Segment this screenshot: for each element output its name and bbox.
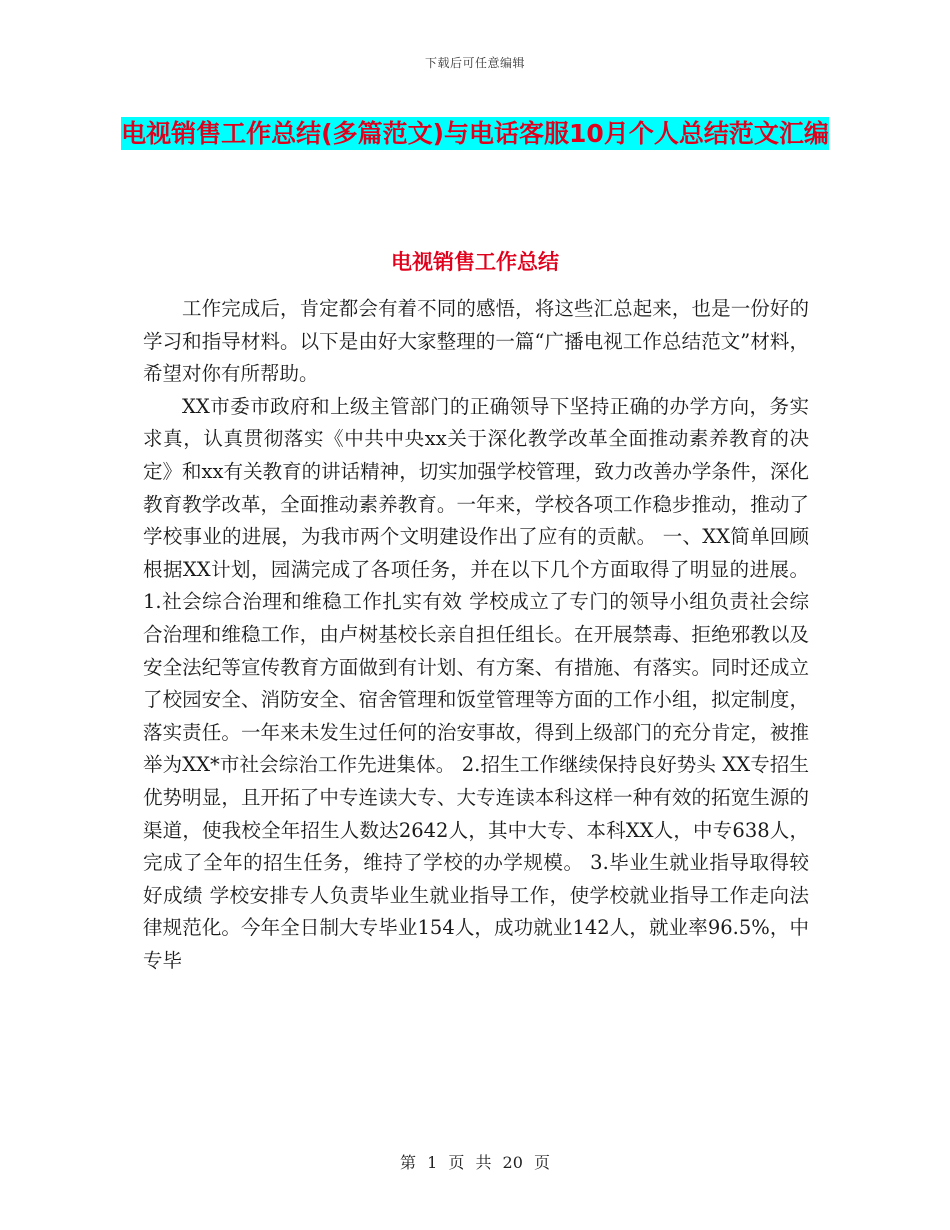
paragraph-intro: 工作完成后，肯定都会有着不同的感悟，将这些汇总起来，也是一份好的学习和指导材料。以下是由好大家整理的一篇“广播电视工作总结范文”材料，希望对你有所帮助。 [143, 297, 809, 386]
paragraph-main: XX市委市政府和上级主管部门的正确领导下坚持正确的办学方向，务实求真，认真贯彻落实《中共中央xx关于深化教学改革全面推动素养教育的决定》和xx有关教育的讲话精神，切实加强学校管理，致力改善办学条件，深化教育教学改革，全面推动素养教育。一年来，学校各项工作稳步推动，推动了学校事业的进展，为我市两个文明建设作出了应有的贡献。 一、XX简单回顾 根据XX计划，园满完成了各项任务，并在以下几个方面取得了明显的进展。 1.社会综合治理和维稳工作扎实有效 学校成立了专门的领导小组负责社会综合治理和维稳工作，由卢树基校长亲自担任组长。在开展禁毒、拒绝邪教以及安全法纪等宣传教育方面做到有计划、有方案、有措施、有落实。同时还成立了校园安全、消防安全、宿舍管理和饭堂管理等方面的工作小组，拟定制度，落实责任。一年来未发生过任何的治安事故，得到上级部门的充分肯定，被推举为XX*市社会综治工作先进集体。 2.招生工作继续保持良好势头 XX专招生优势明显，且开拓了中专连读大专、大专连读本科这样一种有效的拓宽生源的渠道，使我校全年招生人数达2642人，其中大专、本科XX人，中专638人，完成了全年的招生任务，维持了学校的办学规模。 3.毕业生就业指导取得较好成绩 学校安排专人负责毕业生就业指导工作，使学校就业指导工作走向法律规范化。今年全日制大专毕业154人，成功就业142人，就业率96.5%，中专毕 [143, 394, 809, 972]
document-title-text: 电视销售工作总结(多篇范文)与电话客服10月个人总结范文汇编 [121, 119, 829, 148]
section-title: 电视销售工作总结 [391, 250, 559, 274]
page-number: 第 1 页 共 20 页 [400, 1153, 550, 1172]
page-header-note: 下载后可任意编辑 [424, 56, 525, 70]
document-title [120, 110, 830, 157]
document-body [143, 293, 809, 977]
